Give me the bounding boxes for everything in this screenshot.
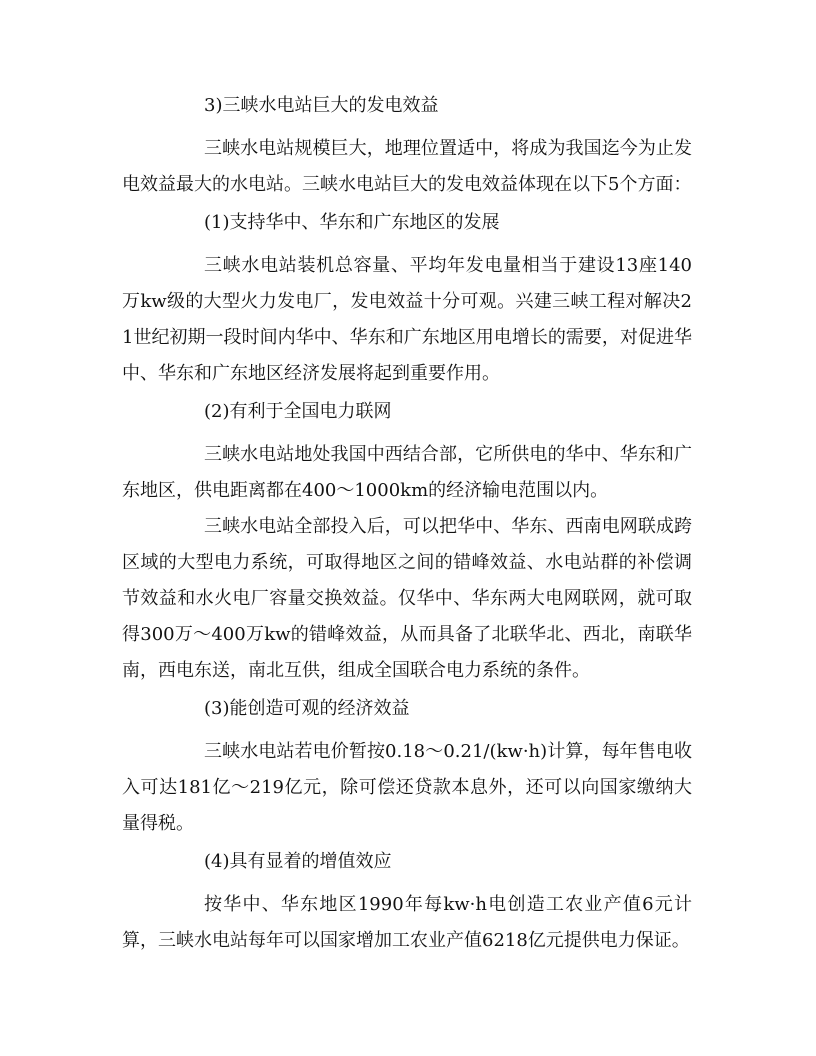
section-2-paragraph-2: 三峡水电站全部投入后，可以把华中、华东、西南电网联成跨区域的大型电力系统，可取得地区之间的错峰效益、水电站群的补偿调节效益和水火电厂容量交换效益。仅华中、华东两大电网联网，就可取得300万～400万kw的错峰效益，从而具备了北联华北、西北，南联华南，西电东送，南北互供，组成全国联合电力系统的条件。 — [122, 516, 692, 681]
section-4-heading: (4)具有显着的增值效应 — [204, 851, 392, 872]
section-3-paragraph-1: 三峡水电站若电价暂按0.18～0.21/(kw·h)计算，每年售电收入可达181亿～219亿元，除可偿还贷款本息外，还可以向国家缴纳大量得税。 — [122, 741, 692, 834]
section-1-heading: (1)支持华中、华东和广东地区的发展 — [204, 212, 500, 233]
section-3-heading: (3)能创造可观的经济效益 — [204, 698, 410, 719]
intro-paragraph: 三峡水电站规模巨大，地理位置适中，将成为我国迄今为止发电效益最大的水电站。三峡水电站巨大的发电效益体现在以下5个方面： — [122, 138, 692, 195]
document-body — [122, 94, 692, 959]
section-4-paragraph-1: 按华中、华东地区1990年每kw·h电创造工农业产值6元计算，三峡水电站每年可以国家增加工农业产值6218亿元提供电力保证。 — [122, 894, 692, 951]
section-1-paragraph-1: 三峡水电站装机总容量、平均年发电量相当于建设13座140万kw级的大型火力发电厂，发电效益十分可观。兴建三峡工程对解决21世纪初期一段时间内华中、华东和广东地区用电增长的需要，对促进华中、华东和广东地区经济发展将起到重要作用。 — [122, 255, 692, 384]
section-2-heading: (2)有利于全国电力联网 — [204, 401, 392, 422]
section-2-paragraph-1: 三峡水电站地处我国中西结合部，它所供电的华中、华东和广东地区，供电距离都在400～1000km的经济输电范围以内。 — [122, 444, 692, 501]
main-title: 3)三峡水电站巨大的发电效益 — [204, 95, 439, 116]
